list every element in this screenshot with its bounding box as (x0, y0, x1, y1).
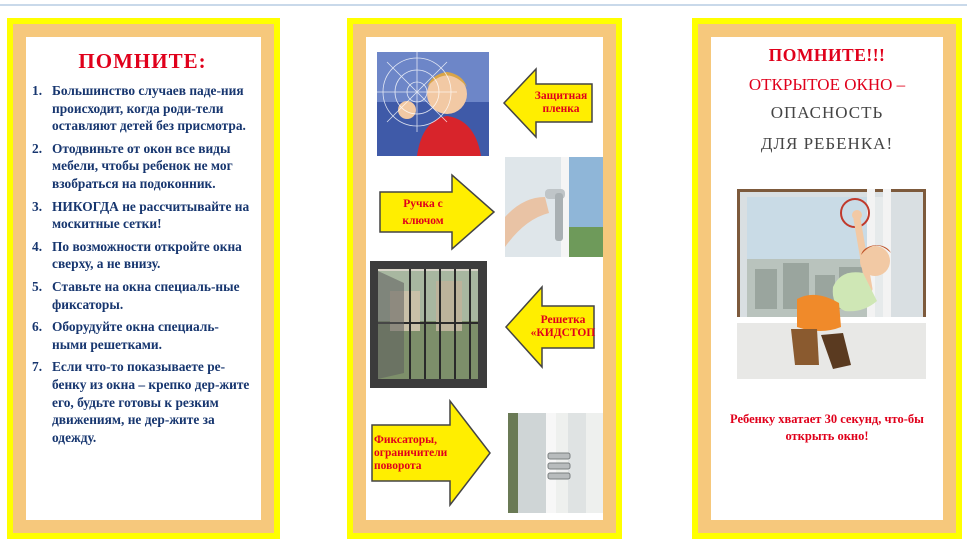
warning-footer: Ребенку хватает 30 секунд, что-бы открыть окно! (730, 412, 924, 443)
device-label: Фиксаторы, ограничители поворота (374, 433, 448, 472)
rules-list (32, 82, 253, 446)
rule-number: 2. (32, 140, 43, 156)
safety-devices-panel (347, 18, 622, 539)
top-divider (0, 4, 967, 6)
rule-item (32, 278, 253, 313)
rules-panel-border (13, 24, 274, 533)
child-climbing-window-illustration (737, 189, 926, 379)
device-label: Защитная пленка (534, 90, 588, 115)
rule-number: 3. (32, 198, 43, 214)
warning-line-danger: ОПАСНОСТЬ (770, 103, 884, 122)
warning-line-for-child: ДЛЯ РЕБЕНКА! (760, 134, 894, 153)
rule-number: 1. (32, 83, 43, 98)
rule-text: НИКОГДА не рассчитывайте на москитные сетки! (52, 198, 250, 232)
window-handle-with-key-photo (505, 157, 603, 257)
rule-text: Ставьте на окна специаль-ные фиксаторы. (52, 278, 240, 312)
devices-panel-content (366, 37, 603, 520)
rule-item (32, 358, 253, 446)
rule-text: По возможности откройте окна сверху, а не внизу. (52, 238, 242, 272)
rule-text: Отодвиньте от окон все виды мебели, чтобы ребенок не мог взобраться на подоконник. (52, 140, 233, 191)
rule-text: Оборудуйте окна специаль-ными решетками. (52, 319, 219, 352)
warning-title: ПОМНИТЕ!!! (768, 45, 886, 65)
rule-item (32, 140, 253, 193)
rule-item (32, 318, 253, 353)
warning-line-open-window: ОТКРЫТОЕ ОКНО – (748, 75, 906, 94)
device-label: Ручка с ключом (402, 198, 444, 227)
rules-panel (7, 18, 280, 539)
window-latch-restrictor-photo (508, 413, 603, 513)
rule-item (32, 198, 253, 233)
rule-number: 4. (32, 238, 43, 254)
rule-number: 6. (32, 319, 43, 335)
rule-text: Большинство случаев паде-ния происходит, когда роди-тели оставляют детей без присмотра. (52, 83, 246, 134)
warning-panel (692, 18, 962, 539)
devices-panel-border (353, 24, 616, 533)
open-window-with-grille-photo (370, 261, 487, 388)
rule-number: 5. (32, 278, 43, 294)
rules-title: ПОМНИТЕ: (78, 49, 207, 73)
device-label: Решетка «КИДСТОП (530, 314, 596, 339)
warning-panel-content (711, 37, 943, 520)
rule-item (32, 82, 253, 135)
warning-panel-border (698, 24, 956, 533)
rule-item (32, 238, 253, 273)
rule-text: Если что-то показываете ре-бенку из окна – крепко дер-жите его, будьте готовы к резким движениям, не дер-жите за одежду. (52, 359, 250, 445)
rule-number: 7. (32, 359, 43, 375)
rules-panel-content (26, 37, 261, 520)
child-behind-protective-film-photo (377, 52, 489, 156)
